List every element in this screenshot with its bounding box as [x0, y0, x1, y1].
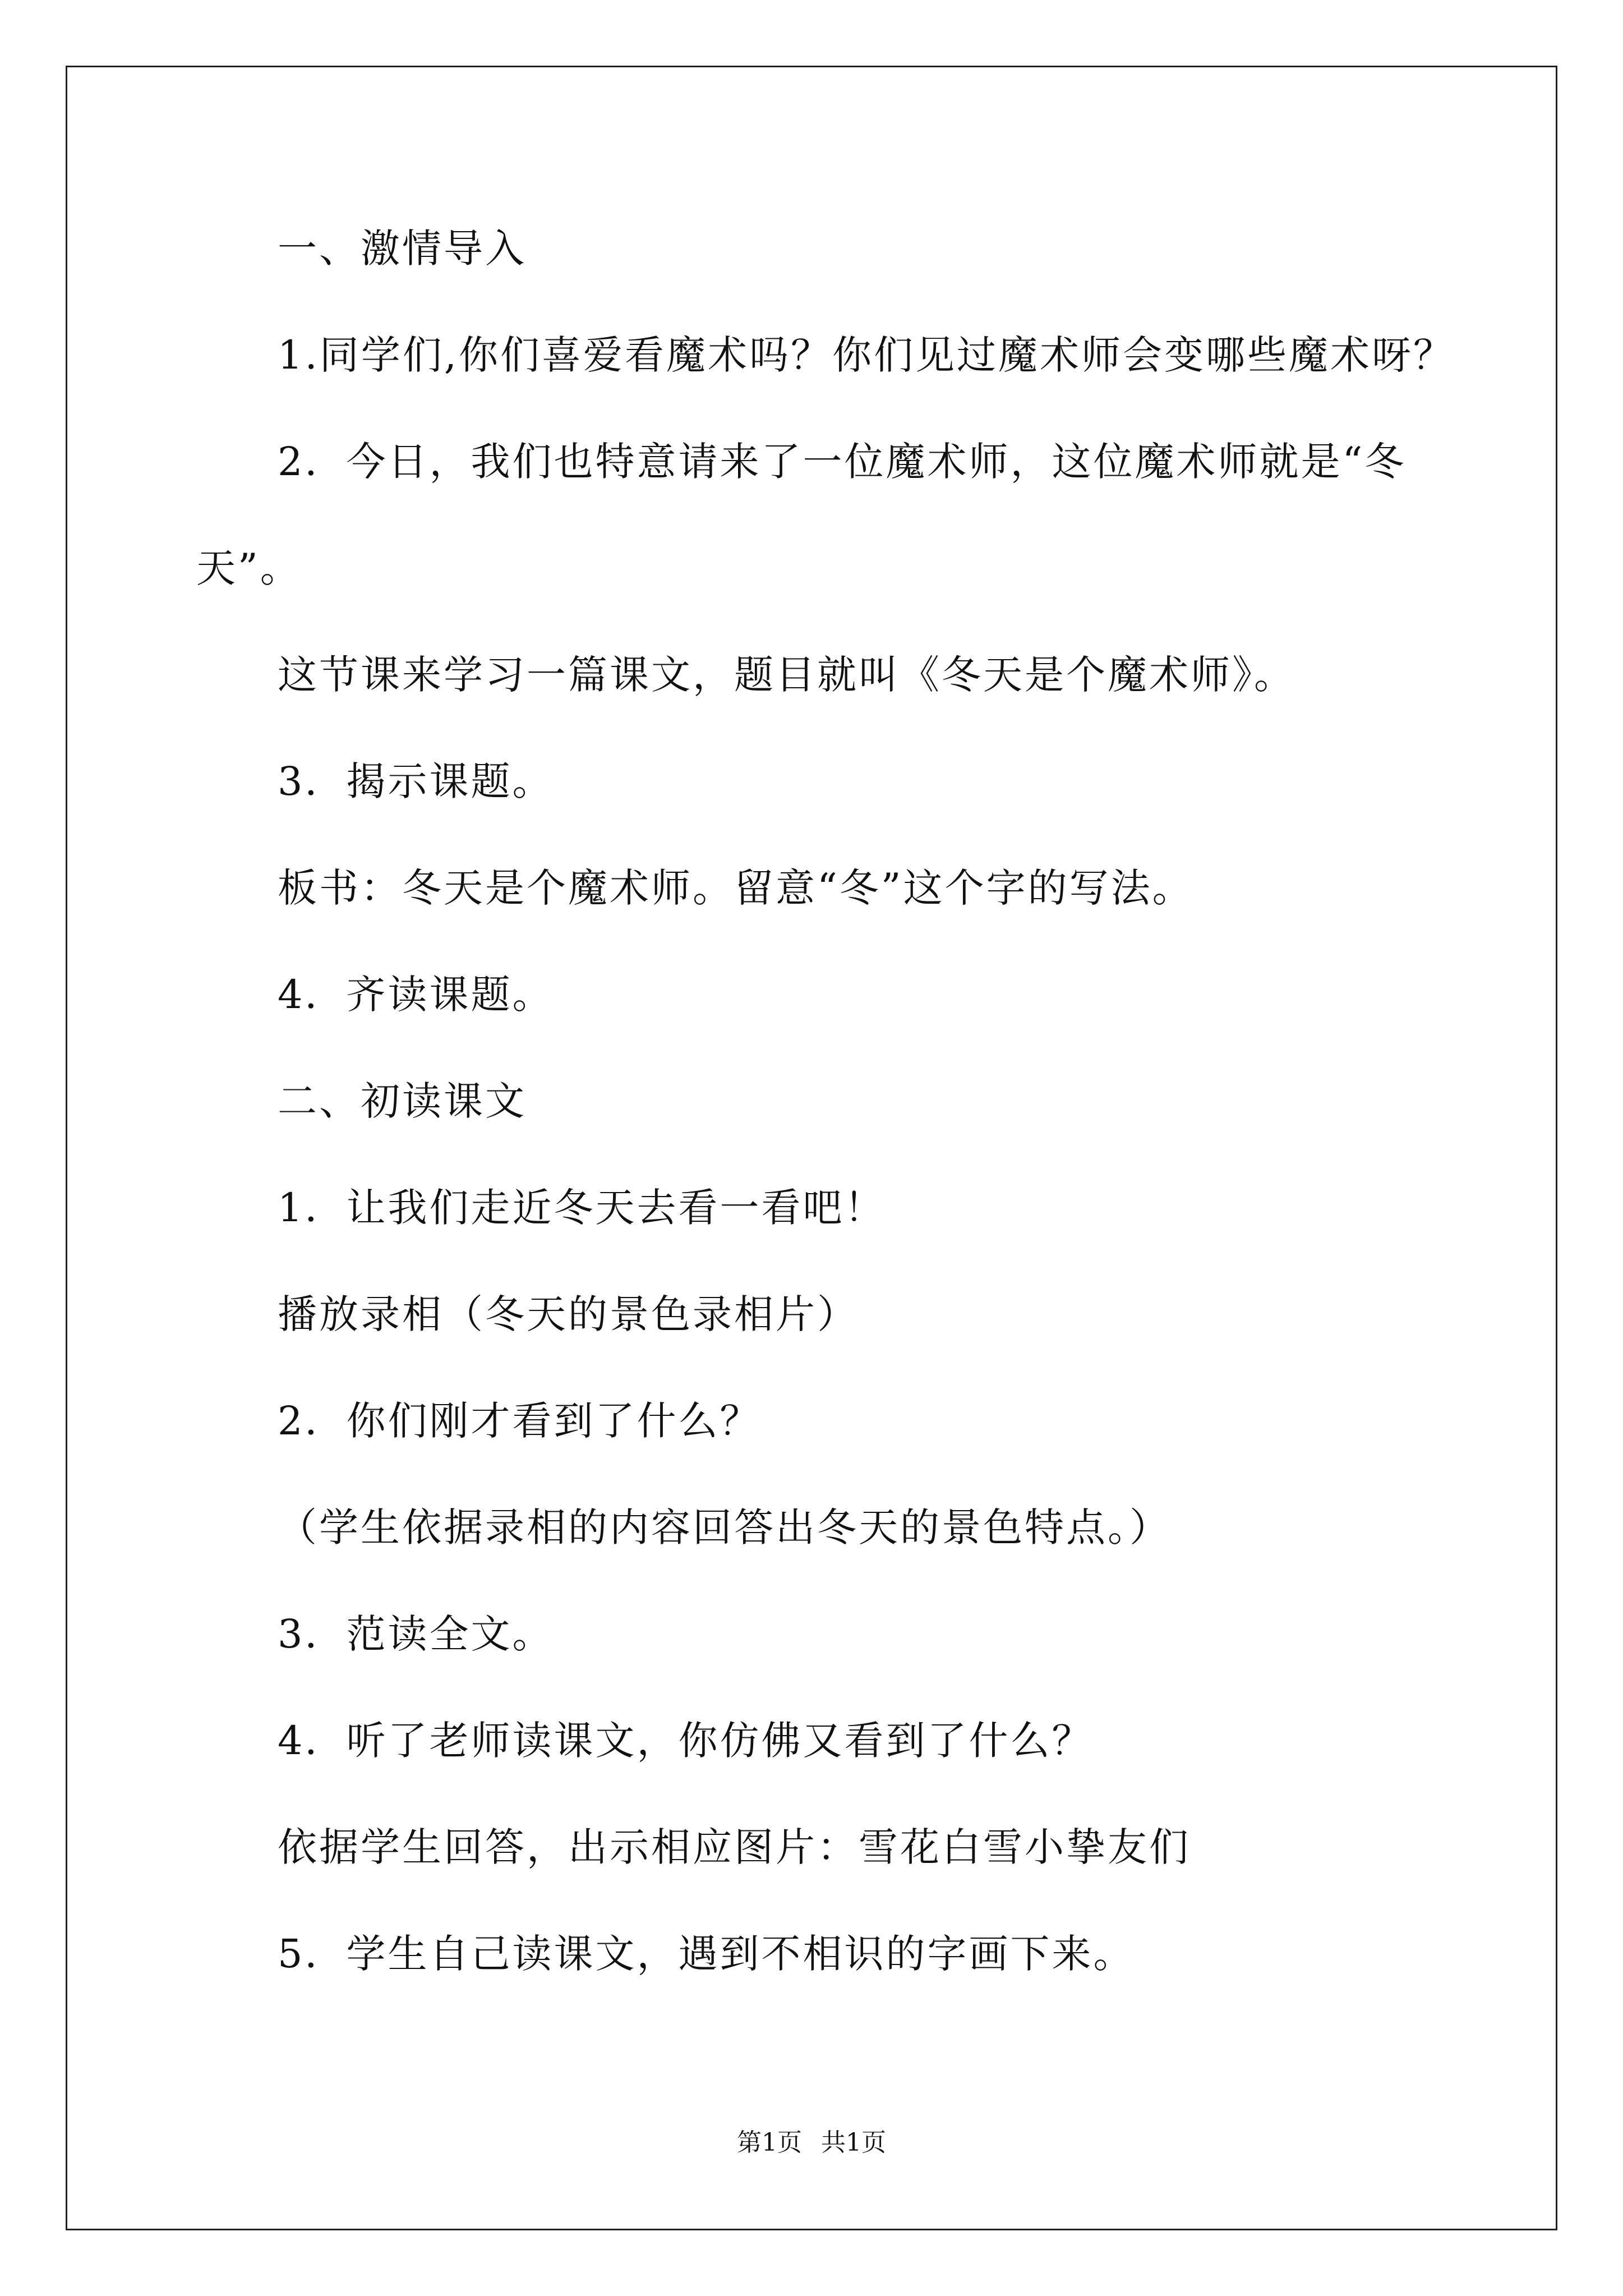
paragraph-line: 3．范读全文。 [278, 1611, 554, 1657]
paragraph-line: 4．齐读课题。 [278, 972, 554, 1018]
section-heading-intro: 一、激情导入 [278, 226, 527, 272]
paragraph-line: 2．你们刚才看到了什么？ [278, 1398, 762, 1444]
paragraph-line: 板书：冬天是个魔术师。留意“冬”这个字的写法。 [278, 865, 1194, 911]
paragraph-line: 依据学生回答，出示相应图片：雪花白雪小挚友们 [278, 1824, 1191, 1870]
paragraph-line: 4．听了老师读课文，你仿佛又看到了什么？ [278, 1718, 1094, 1764]
paragraph-line: （学生依据录相的内容回答出冬天的景色特点。） [278, 1504, 1171, 1550]
paragraph-line: 1．让我们走近冬天去看一看吧！ [278, 1185, 886, 1231]
total-pages-label: 共1页 [821, 2128, 886, 2157]
current-page-label: 第1页 [737, 2128, 802, 2157]
paragraph-line: 5．学生自己读课文，遇到不相识的字画下来。 [278, 1931, 1135, 1977]
paragraph-line: 1.同学们,你们喜爱看魔术吗？你们见过魔术师会变哪些魔术呀？ [278, 332, 1455, 378]
paragraph-line: 3．揭示课题。 [278, 758, 554, 804]
paragraph-line: 播放录相（冬天的景色录相片） [278, 1291, 859, 1337]
page-footer [0, 2126, 1623, 2160]
paragraph-line: 天”。 [196, 545, 302, 591]
section-heading-reading: 二、初读课文 [278, 1078, 527, 1124]
paragraph-line: 2．今日，我们也特意请来了一位魔术师，这位魔术师就是“冬 [278, 439, 1407, 485]
paragraph-line: 这节课来学习一篇课文，题目就叫《冬天是个魔术师》。 [278, 652, 1295, 698]
